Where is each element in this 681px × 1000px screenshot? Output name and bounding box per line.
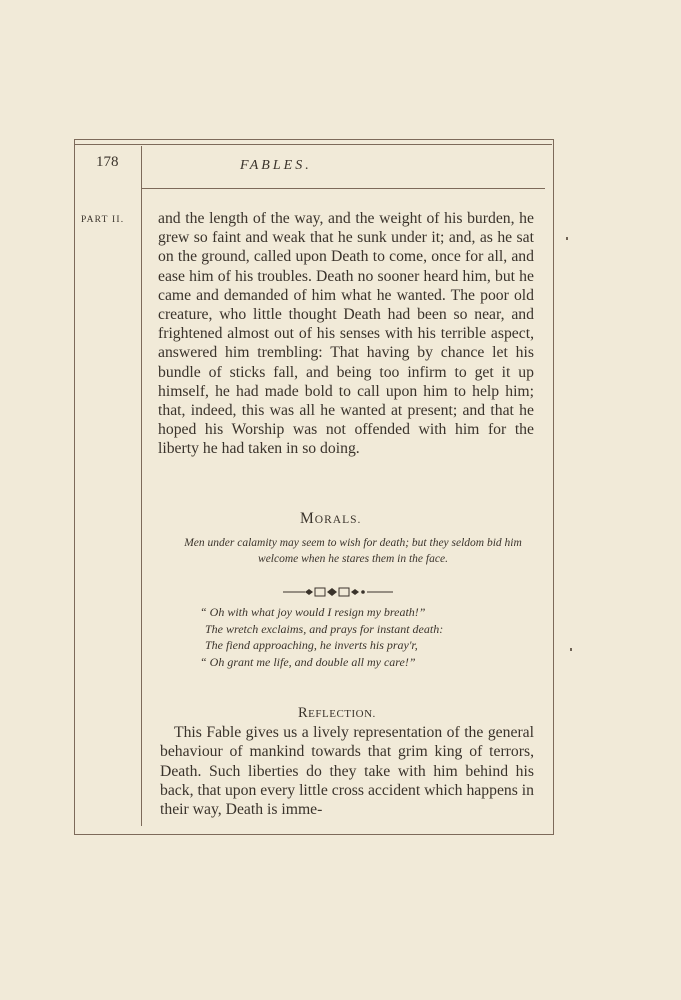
page-number: 178 — [96, 154, 119, 170]
verse-line: “ Oh with what joy would I resign my breath!” — [200, 605, 426, 619]
paper-speck — [566, 237, 568, 240]
verse-line: The wretch exclaims, and prays for instant death: — [205, 621, 444, 636]
part-label: PART II. — [81, 215, 125, 225]
running-title: FABLES. — [240, 158, 312, 173]
verse-stanza — [200, 604, 443, 670]
moral-text: Men under calamity may seem to wish for death; but they seldom bid him welcome when he stares them in the face. — [184, 537, 522, 565]
ornament-divider — [283, 585, 393, 599]
header-rule — [141, 188, 545, 189]
reflection-heading-rest: EFLECTION. — [308, 708, 376, 720]
morals-heading — [300, 510, 361, 528]
morals-heading-rest: ORALS. — [314, 514, 362, 526]
reflection-heading-initial: R — [298, 705, 309, 721]
reflection-heading — [298, 705, 376, 722]
margin-column-divider — [141, 146, 142, 826]
paper-speck — [570, 648, 572, 651]
verse-line: The fiend approaching, he inverts his pray'r, — [205, 638, 418, 652]
morals-heading-initial: M — [300, 510, 315, 527]
verse-line: “ Oh grant me life, and double all my care!” — [200, 654, 416, 669]
reflection-paragraph: This Fable gives us a lively representation of the general behaviour of mankind towards that grim king of terrors, Death. Such liberties do they take with him behind his back, that upon every little cross accident which happens in their way, Death is imme- — [160, 724, 534, 819]
fable-paragraph: and the length of the way, and the weight of his burden, he grew so faint and weak that he sunk under it; and, as he sat on the ground, called upon Death to come, once for all, and ease him of his troubles. Death no sooner heard him, but he came and demanded of him what he wanted. The poor old creature, who little thought Death had been so near, and frightened almost out of his senses with his terrible aspect, answered him trembling: That having by chance let his bundle of sticks fall, and being too infirm to get it up himself, he had made bold to call upon him to help him; that, indeed, this was all he wanted at present; and that he hoped his Worship was not offended with him for the liberty he had taken in so doing. — [158, 210, 534, 458]
page-border-inner-rule — [74, 144, 552, 145]
